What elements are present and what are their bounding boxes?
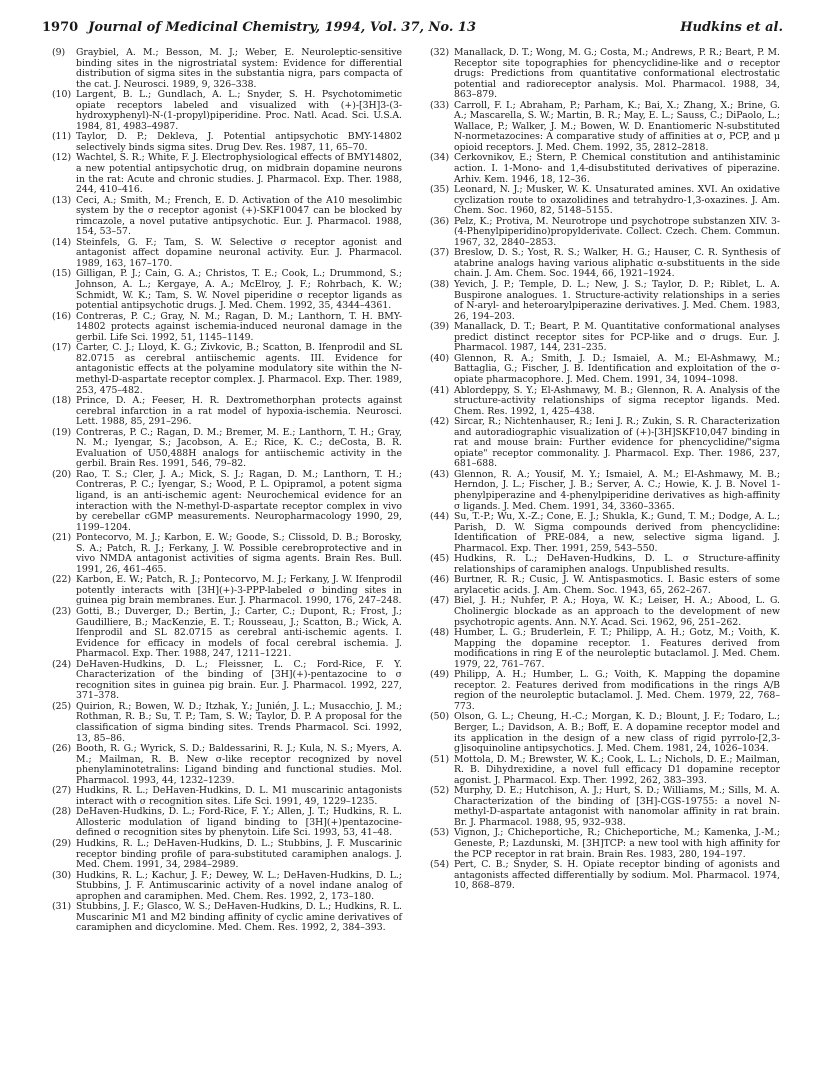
reference-text: Hudkins, R. L.; DeHaven-Hudkins, D. L.; Stubbins, J. F. Muscarinic receptor binding profile of para-substituted caramiphen analogs. J. Med. Chem. 1991, 34, 2984–2989. — [76, 838, 402, 871]
reference-number: (30) — [52, 869, 72, 881]
reference-number: (37) — [430, 247, 450, 259]
reference-text: Glennon, R. A.; Smith, J. D.; Ismaiel, A. M.; El-Ashmawy, M.; Battaglia, G.; Fischer, J. B. Identification and exploitation of the σ-opiate pharmacophore. J. Med. Chem. 1991, 34, 1094–1098. — [454, 352, 780, 385]
reference-number: (50) — [430, 711, 450, 723]
reference-entry — [430, 386, 780, 418]
reference-number: (38) — [430, 279, 450, 291]
reference-entry — [430, 512, 780, 554]
reference-entry — [430, 828, 780, 860]
reference-number: (21) — [52, 532, 72, 544]
reference-entry — [430, 354, 780, 386]
reference-number: (33) — [430, 99, 450, 111]
reference-entry — [430, 628, 780, 670]
reference-text: Karbon, E. W.; Patch, R. J.; Pontecorvo, M. J.; Ferkany, J. W. Ifenprodil potently interacts with [3H](+)-3-PPP-labeled σ binding sites in guinea pig brain membranes. Eur. J. Pharmacol. 1990, 176, 247–248. — [76, 574, 402, 607]
reference-number: (22) — [52, 574, 72, 586]
reference-number: (10) — [52, 89, 72, 101]
reference-entry — [430, 470, 780, 512]
reference-number: (40) — [430, 352, 450, 364]
reference-text: Steinfels, G. F.; Tam, S. W. Selective σ receptor agonist and antagonist affect dopamine neuronal activity. Eur. J. Pharmacol. 1989, 163, 167–170. — [76, 236, 402, 269]
reference-text: Philipp, A. H.; Humber, L. G.; Voith, K. Mapping the dopamine receptor. 2. Features derived from modifications in the rings A/B region of the neuroleptic butaclamol. J. Med. Chem. 1979, 22, 768–773. — [454, 669, 780, 712]
reference-number: (29) — [52, 838, 72, 850]
reference-text: Breslow, D. S.; Yost, R. S.; Walker, H. G.; Hauser, C. R. Synthesis of atabrine analogs having various aliphatic α-substituents in the side chain. J. Am. Chem. Soc. 1944, 66, 1921–1924. — [454, 247, 780, 280]
reference-entry — [430, 596, 780, 628]
reference-entry — [430, 786, 780, 828]
reference-entry — [430, 554, 780, 575]
page-header — [42, 16, 783, 38]
reference-entry — [52, 132, 402, 153]
reference-text: Wachtel, S. R.; White, F. J. Electrophysiological effects of BMY14802, a new potential antipsychotic drug, on midbrain dopamine neurons in the rat: Acute and chronic studies. J. Pharmacol. Exp. Ther. 1988, 244, 410–416. — [76, 152, 402, 196]
reference-number: (52) — [430, 785, 450, 797]
reference-entry — [430, 280, 780, 322]
reference-entry — [52, 470, 402, 533]
reference-text: Quirion, R.; Bowen, W. D.; Itzhak, Y.; Junién, J. L.; Musacchio, J. M.; Rothman, R. B.; Su, T. P.; Tam, S. W.; Taylor, D. P. A proposal for the classification of sigma binding sites. Trends Pharmacol. Sci. 1992, 13, 85–86. — [76, 700, 402, 744]
reference-number: (26) — [52, 743, 72, 755]
running-authors: Hudkins et al. — [680, 19, 783, 35]
reference-number: (31) — [52, 901, 72, 913]
reference-text: Hudkins, R. L.; DeHaven-Hudkins, D. L. M1 muscarinic antagonists interact with σ recognition sites. Life Sci. 1991, 49, 1229–1235. — [76, 785, 402, 807]
reference-entry — [52, 396, 402, 428]
reference-text: Burtner, R. R.; Cusic, J. W. Antispasmotics. I. Basic esters of some arylacetic acids. J. Am. Chem. Soc. 1943, 65, 262–267. — [454, 574, 780, 596]
reference-entry — [52, 871, 402, 903]
reference-entry — [52, 238, 402, 270]
reference-entry — [52, 575, 402, 607]
reference-number: (15) — [52, 268, 72, 280]
reference-entry — [430, 48, 780, 101]
journal-citation: Journal of Medicinal Chemistry, 1994, Vol. 37, No. 13 — [88, 19, 477, 35]
reference-number: (48) — [430, 627, 450, 639]
reference-number: (47) — [430, 595, 450, 607]
reference-entry — [52, 533, 402, 575]
reference-number: (51) — [430, 753, 450, 765]
reference-text: Manallack, D. T.; Beart, P. M. Quantitative conformational analyses predict distinct receptor sites for PCP-like and σ drugs. Eur. J. Pharmacol. 1987, 144, 231–235. — [454, 321, 780, 354]
reference-entry — [430, 185, 780, 217]
reference-number: (54) — [430, 859, 450, 871]
reference-number: (16) — [52, 310, 72, 322]
reference-entry — [430, 101, 780, 154]
reference-text: Rao, T. S.; Cler, J. A.; Mick, S. J.; Ragan, D. M.; Lanthorn, T. H.; Contreras, P. C.; Iyengar, S.; Wood, P. L. Opipramol, a potent sigma ligand, is an anti-ischemic agent: Neurochemical evidence for an interaction with the N-methyl-D-aspartate receptor complex in vivo by cerebellar cGMP measurements. Neuropharmacology 1990, 29, 1199–1204. — [76, 468, 402, 533]
reference-text: Gotti, B.; Duverger, D.; Bertin, J.; Carter, C.; Dupont, R.; Frost, J.; Gaudilliere, B.; MacKenzie, E. T.; Rousseau, J.; Scatton, B.; Wick, A. Ifenprodil and SL 82.0715 as cerebral anti-ischemic agents. I. Evidence for efficacy in models of focal cerebral ischemia. J. Pharmacol. Exp. Ther. 1988, 247, 1211–1221. — [76, 605, 402, 660]
reference-entry — [52, 269, 402, 311]
reference-number: (28) — [52, 806, 72, 818]
reference-number: (42) — [430, 416, 450, 428]
reference-text: Humber, L. G.; Bruderlein, F. T.; Philipp, A. H.; Gotz, M.; Voith, K. Mapping the dopamine receptor. 1. Features derived from modifications in ring E of the neuroleptic butaclamol. J. Med. Chem. 1979, 22, 761–767. — [454, 627, 780, 670]
reference-text: Ablordeppy, S. Y.; El-Ashmawy, M. B.; Glennon, R. A. Analysis of the structure-activity relationships of sigma receptor ligands. Med. Chem. Res. 1992, 1, 425–438. — [454, 384, 780, 417]
reference-entry — [430, 417, 780, 470]
reference-text: Murphy, D. E.; Hutchison, A. J.; Hurt, S. D.; Williams, M.; Sills, M. A. Characterization of the binding of [3H]-CGS-19755: a novel N-methyl-D-aspartate antagonist with nanomolar affinity in rat brain. Br. J. Pharmacol. 1988, 95, 932–938. — [454, 785, 780, 828]
reference-number: (17) — [52, 342, 72, 354]
reference-text: Pontecorvo, M. J.; Karbon, E. W.; Goode, S.; Clissold, D. B.; Borosky, S. A.; Patch, R. J.; Ferkany, J. W. Possible cerebroprotective and in vivo NMDA antagonist activities of sigma agents. Brain Res. Bull. 1991, 26, 461–465. — [76, 532, 402, 575]
reference-number: (11) — [52, 131, 72, 143]
reference-text: DeHaven-Hudkins, D. L.; Fleissner, L. C.; Ford-Rice, F. Y. Characterization of the binding of [3H](+)-pentazocine to σ recognition sites in guinea pig brain. Eur. J. Pharmacol. 1992, 227, 371–378. — [76, 658, 402, 702]
reference-entry — [52, 312, 402, 344]
reference-entry — [52, 343, 402, 396]
reference-number: (18) — [52, 395, 72, 407]
reference-entry — [430, 248, 780, 280]
reference-number: (19) — [52, 426, 72, 438]
reference-number: (49) — [430, 669, 450, 681]
reference-number: (14) — [52, 236, 72, 248]
reference-text: Hudkins, R. L.; Kachur, J. F.; Dewey, W. L.; DeHaven-Hudkins, D. L.; Stubbins, J. F. Antimuscarinic activity of a novel indane analog of aprophen and caramiphen. Med. Chem. Res. 1992, 2, 173–180. — [76, 869, 402, 902]
reference-entry — [430, 322, 780, 354]
reference-number: (9) — [52, 47, 66, 58]
reference-text: Sircar, R.; Nichtenhauser, R.; Ieni J. R.; Zukin, S. R. Characterization and autoradiographic visualization of (+)-[3H]SKF10,047 binding in rat and mouse brain: Further evidence for phencyclidine/"sigma opiate" receptor commonality. J. Pharmacol. Exp. Ther. 1986, 237, 681–688. — [454, 416, 780, 470]
reference-number: (23) — [52, 605, 72, 617]
reference-number: (25) — [52, 700, 72, 712]
reference-entry — [52, 196, 402, 238]
reference-entry — [430, 670, 780, 712]
reference-entry — [430, 153, 780, 185]
reference-text: Carter, C. J.; Lloyd, K. G.; Zivkovic, B.; Scatton, B. Ifenprodil and SL 82.0715 as cerebral antiischemic agents. III. Evidence for antagonistic effects at the polyamine modulatory site within the N-methyl-D-aspartate receptor complex. J. Pharmacol. Exp. Ther. 1989, 253, 475–482. — [76, 342, 402, 396]
reference-entry — [430, 755, 780, 787]
reference-entry — [52, 607, 402, 660]
reference-number: (46) — [430, 574, 450, 586]
reference-text: Yevich, J. P.; Temple, D. L.; New, J. S.; Taylor, D. P.; Riblet, L. A. Buspirone analogues. 1. Structure-activity relationships in a series of N-aryl- and heteroarylpiperazine derivatives. J. Med. Chem. 1983, 26, 194–203. — [454, 279, 780, 322]
reference-text: Leonard, N. J.; Musker, W. K. Unsaturated amines. XVI. An oxidative cyclization route to oxazolidines and tetrahydro-1,3-oxazines. J. Am. Chem. Soc. 1960, 82, 5148–5155. — [454, 184, 780, 217]
reference-number: (45) — [430, 553, 450, 565]
reference-entry — [52, 48, 402, 90]
reference-number: (13) — [52, 194, 72, 206]
reference-text: Carroll, F. I.; Abraham, P.; Parham, K.; Bai, X.; Zhang, X.; Brine, G. A.; Mascarella, S. W.; Martin, B. R.; May, E. L.; Sauss, C.; DiPaolo, L.; Wallace, P.; Walker, J. M.; Bowen, W. D. Enantiomeric N-substituted N-normetazocines: A comparative study of affinities at σ, PCP, and μ opioid receptors. J. Med. Chem. 1992, 35, 2812–2818. — [454, 99, 780, 153]
reference-number: (44) — [430, 511, 450, 523]
reference-number: (27) — [52, 785, 72, 797]
reference-text: Vignon, J.; Chicheportiche, R.; Chicheportiche, M.; Kamenka, J.-M.; Geneste, P.; Lazdunski, M. [3H]TCP: a new tool with high affinity for the PCP receptor in rat brain. Brain Res. 1983, 280, 194–197. — [454, 827, 780, 860]
reference-text: Hudkins, R. L.; DeHaven-Hudkins, D. L. σ Structure-affinity relationships of caramiphen analogs. Unpublished results. — [454, 553, 780, 575]
reference-text: Mottola, D. M.; Brewster, W. K.; Cook, L. L.; Nichols, D. E.; Mailman, R. B. Dihydrexidine, a novel full efficacy D1 dopamine receptor agonist. J. Pharmacol. Exp. Ther. 1992, 262, 383–393. — [454, 753, 780, 786]
reference-entry — [52, 90, 402, 132]
references-right-column — [430, 48, 780, 892]
reference-entry — [430, 575, 780, 596]
reference-entry — [52, 744, 402, 786]
reference-text: Prince, D. A.; Feeser, H. R. Dextromethorphan protects against cerebral infarction in a rat model of hypoxia-ischemia. Neurosci. Lett. 1988, 85, 291–296. — [76, 395, 402, 428]
reference-text: Manallack, D. T.; Wong, M. G.; Costa, M.; Andrews, P. R.; Beart, P. M. Receptor site topographies for phencyclidine-like and σ receptor drugs: Predictions from quantitative conformational electrostatic potential and radioreceptor analysis. Mol. Pharmacol. 1988, 34, 863–879. — [454, 47, 780, 101]
reference-text: Contreras, P. C.; Ragan, D. M.; Bremer, M. E.; Lanthorn, T. H.; Gray, N. M.; Iyengar, S.; Jacobson, A. E.; Rice, K. C.; deCosta, B. R. Evaluation of U50,488H analogs for antiischemic activity in the gerbil. Brain Res. 1991, 546, 79–82. — [76, 426, 402, 470]
reference-number: (34) — [430, 152, 450, 164]
reference-number: (43) — [430, 468, 450, 480]
reference-entry — [52, 839, 402, 871]
reference-entry — [430, 217, 780, 249]
reference-entry — [52, 702, 402, 744]
reference-entry — [430, 860, 780, 892]
reference-text: Biel, J. H.; Nuhfer, P. A.; Hoya, W. K.; Leiser, H. A.; Abood, L. G. Cholinergic blockade as an approach to the development of new psychotropic agents. Ann. N.Y. Acad. Sci. 1962, 96, 251–262. — [454, 595, 780, 628]
reference-text: Gilligan, P. J.; Cain, G. A.; Christos, T. E.; Cook, L.; Drummond, S.; Johnson, A. L.; Kergaye, A. A.; McElroy, J. F.; Rohrbach, K. W.; Schmidt, W. K.; Tam, S. W. Novel piperidine σ receptor ligands as potential antipsychotic drugs. J. Med. Chem. 1992, 35, 4344–4361. — [76, 268, 402, 312]
reference-text: Pelz, K.; Protiva, M. Neurotrope und psychotrope substanzen XIV. 3-(4-Phenylpiperidino)propylderivate. Collect. Czech. Chem. Commun. 1967, 32, 2840–2853. — [454, 215, 780, 248]
reference-entry — [52, 660, 402, 702]
reference-text: Olson, G. L.; Cheung, H.-C.; Morgan, K. D.; Blount, J. F.; Todaro, L.; Berger, L.; Davidson, A. B.; Boff, E. A dopamine receptor model and its application in the design of a new class of rigid pyrrolo-[2,3-g]isoquinoline antipsychotics. J. Med. Chem. 1981, 24, 1026–1034. — [454, 711, 780, 755]
reference-text: Su, T.-P.; Wu, X.-Z.; Cone, E. J.; Shukla, K.; Gund, T. M.; Dodge, A. L.; Parish, D. W. Sigma compounds derived from phencyclidine: Identification of PRE-084, a new, selective sigma ligand. J. Pharmacol. Exp. Ther. 1991, 259, 543–550. — [454, 511, 780, 554]
reference-text: Glennon, R. A.; Yousif, M. Y.; Ismaiel, A. M.; El-Ashmawy, M. B.; Herndon, J. L.; Fischer, J. B.; Server, A. C.; Howie, K. J. B. Novel 1-phenylpiperazine and 4-phenylpiperidine derivatives as high-affinity σ ligands. J. Med. Chem. 1991, 34, 3360–3365. — [454, 468, 780, 512]
reference-text: Contreras, P. C.; Gray, N. M.; Ragan, D. M.; Lanthorn, T. H. BMY-14802 protects against ischemia-induced neuronal damage in the gerbil. Life Sci. 1992, 51, 1145–1149. — [76, 310, 402, 343]
reference-number: (53) — [430, 827, 450, 839]
page-number: 1970 — [42, 19, 79, 35]
reference-text: Ceci, A.; Smith, M.; French, E. D. Activation of the A10 mesolimbic system by the σ receptor agonist (+)-SKF10047 can be blocked by rimcazole, a novel putative antipsychotic. Eur. J. Pharmacol. 1988, 154, 53–57. — [76, 194, 402, 238]
reference-entry — [52, 807, 402, 839]
reference-text: Largent, B. L.; Gundlach, A. L.; Snyder, S. H. Psychotomimetic opiate receptors labeled and visualized with (+)-[3H]3-(3-hydroxyphenyl)-N-(1-propyl)piperidine. Proc. Natl. Acad. Sci. U.S.A. 1984, 81, 4983–4987. — [76, 89, 402, 132]
reference-number: (39) — [430, 321, 450, 333]
reference-text: Cerkovnikov, E.; Stern, P. Chemical constitution and antihistaminic action. I. 1-Mono- and 1,4-disubstituted derivatives of piperazine. Arhiv. Kem. 1946, 18, 12–36. — [454, 152, 780, 185]
reference-entry — [52, 428, 402, 470]
reference-entry — [52, 153, 402, 195]
reference-entry — [52, 902, 402, 934]
reference-text: Graybiel, A. M.; Besson, M. J.; Weber, E. Neuroleptic-sensitive binding sites in the nigrostriatal system: Evidence for differential distribution of sigma sites in the substantia nigra, pars compacta of the cat. J. Neurosci. 1989, 9, 326–338. — [76, 47, 402, 90]
reference-number: (41) — [430, 384, 450, 396]
reference-text: Stubbins, J. F.; Glasco, W. S.; DeHaven-Hudkins, D. L.; Hudkins, R. L. Muscarinic M1 and M2 binding affinity of cyclic amine derivatives of caramiphen and dicyclomine. Med. Chem. Res. 1992, 2, 384–393. — [76, 901, 402, 934]
reference-number: (24) — [52, 658, 72, 670]
reference-text: Taylor, D. P.; Dekleva, J. Potential antipsychotic BMY-14802 selectively binds sigma sites. Drug Dev. Res. 1987, 11, 65–70. — [76, 131, 402, 153]
reference-number: (35) — [430, 184, 450, 196]
reference-number: (32) — [430, 47, 450, 58]
reference-entry — [430, 712, 780, 754]
reference-text: Booth, R. G.; Wyrick, S. D.; Baldessarini, R. J.; Kula, N. S.; Myers, A. M.; Mailman, R. B. New σ-like receptor recognized by novel phenylaminotetralins: Ligand binding and functional studies. Mol. Pharmacol. 1993, 44, 1232–1239. — [76, 743, 402, 786]
reference-number: (12) — [52, 152, 72, 164]
references-left-column — [52, 48, 402, 934]
reference-text: DeHaven-Hudkins, D. L.; Ford-Rice, F. Y.; Allen, J. T.; Hudkins, R. L. Allosteric modulation of ligand binding to [3H](+)pentazocine-defined σ recognition sites by phenytoin. Life Sci. 1993, 53, 41–48. — [76, 806, 402, 839]
reference-text: Pert, C. B.; Snyder, S. H. Opiate receptor binding of agonists and antagonists affected differentially by sodium. Mol. Pharmacol. 1974, 10, 868–879. — [454, 859, 780, 892]
reference-entry — [52, 786, 402, 807]
reference-number: (36) — [430, 215, 450, 227]
reference-number: (20) — [52, 468, 72, 480]
